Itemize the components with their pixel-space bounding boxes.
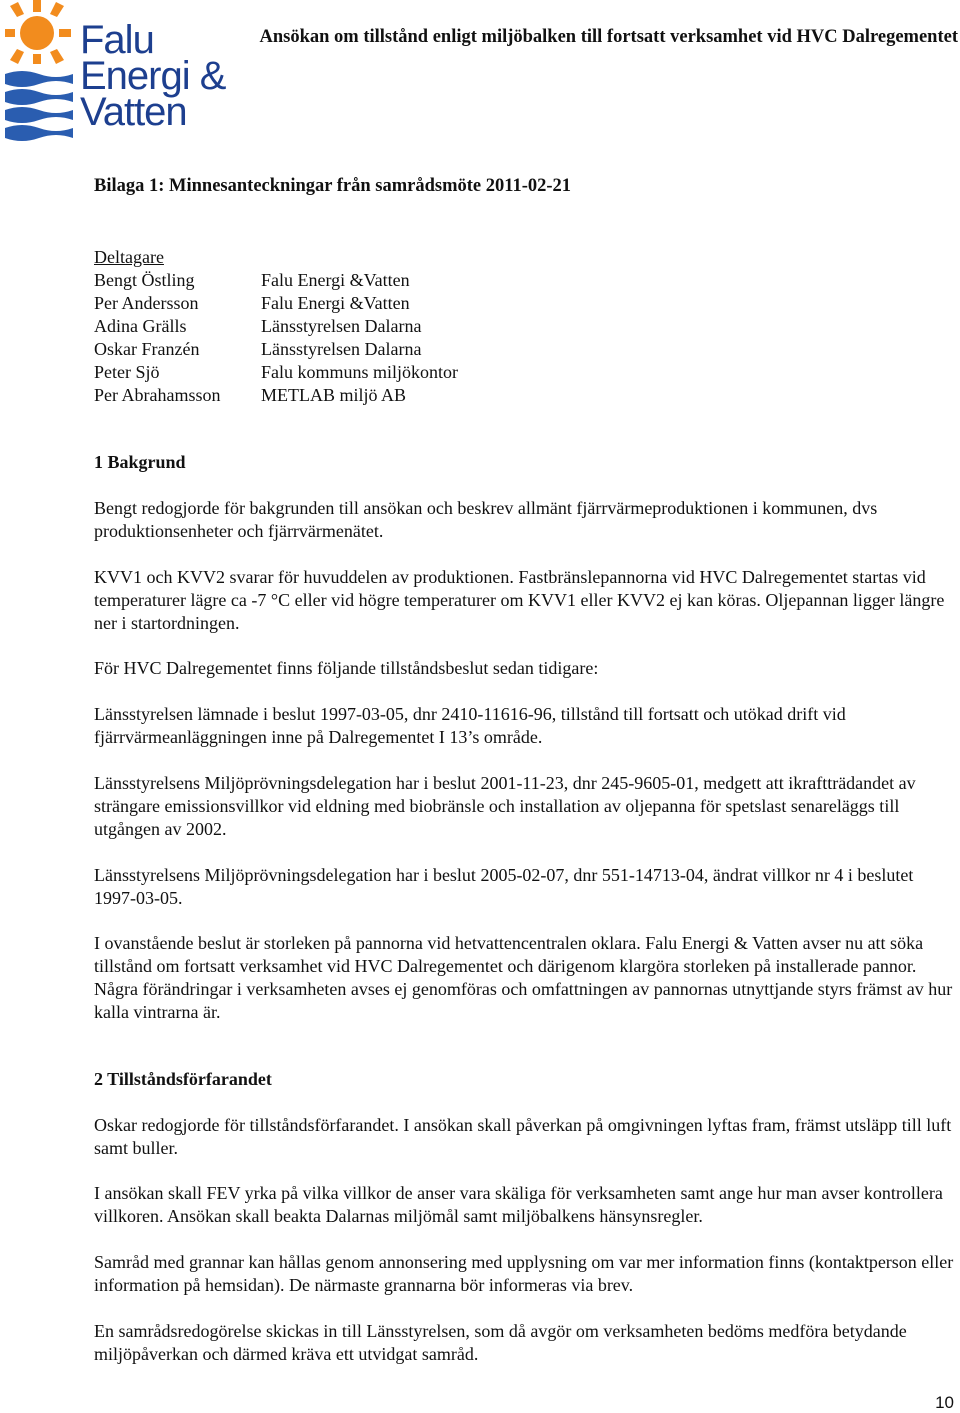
appendix-title: Bilaga 1: Minnesanteckningar från samrådsmöte 2011-02-21 [94,176,572,196]
participant-name: Bengt Östling [94,270,195,290]
participant-org: METLAB miljö AB [261,385,407,405]
participant-row [94,384,458,407]
paragraph: Länsstyrelsens Miljöprövningsdelegation har i beslut 2005-02-07, dnr 551-14713-04, ändrat villkor nr 4 i beslutet 1997-03-05. [94,865,914,908]
paragraph: I ovanstående beslut är storleken på pannorna vid hetvattencentralen oklara. Falu Energi & Vatten avser nu att söka tillstånd om fortsatt verksamhet vid HVC Dalregementet och därigenom klargöra storleken på installerade pannor. Några förändringar i verksamheten avses ej genomföras och omfattningen av pannornas utnyttjande styrs främst av hur kalla vintrarna är. [94,933,953,1022]
participant-name: Per Abrahamsson [94,385,221,405]
logo-text: Falu Energi & Vatten [80,18,226,134]
section-heading-tillstandsforfarandet: 2 Tillståndsförfarandet [94,1069,272,1089]
paragraph: En samrådsredogörelse skickas in till Länsstyrelsen, som då avgör om verksamheten bedöms medföra betydande miljöpåverkan och därmed kräva ett utvidgat samråd. [94,1321,907,1364]
logo-sun-waves-icon [2,0,82,142]
paragraph: Länsstyrelsen lämnade i beslut 1997-03-05, dnr 2410-11616-96, tillstånd till fortsatt och utökad drift vid fjärrvärmeanläggningen inne på Dalregementet I 13’s område. [94,704,846,747]
participant-name: Per Andersson [94,293,199,313]
participant-name: Peter Sjö [94,362,160,382]
participant-org: Falu kommuns miljökontor [261,362,459,382]
section-heading-bakgrund: 1 Bakgrund [94,452,186,472]
company-logo [2,0,226,142]
page-number: 10 [935,1393,954,1412]
participant-row [94,361,458,384]
paragraph: I ansökan skall FEV yrka på vilka villkor de anser vara skäliga för verksamheten samt ange hur man avser kontrollera villkoren. Ansökan skall beakta Dalarnas miljömål samt miljöbalkens hänsynsregler. [94,1183,943,1226]
paragraph: Bengt redogjorde för bakgrunden till ansökan och beskrev allmänt fjärrvärmeproduktionen i kommunen, dvs produktionsenheter och fjärrvärmenätet. [94,498,878,541]
participant-org: Länsstyrelsen Dalarna [261,316,422,336]
participants-heading: Deltagare [94,247,164,267]
document-header-title: Ansökan om tillstånd enligt miljöbalken till fortsatt verksamhet vid HVC Dalregementet [259,27,958,47]
participant-row [94,315,458,338]
paragraph: KVV1 och KVV2 svarar för huvuddelen av produktionen. Fastbränslepannorna vid HVC Dalregementet startas vid temperaturer lägre ca -7 °C eller vid högre temperaturer om KVV1 eller KVV2 ej kan köras. Oljepannan ligger längre ner i startordningen. [94,567,945,633]
participants-list [94,246,458,407]
participant-name: Oskar Franzén [94,339,200,359]
paragraph: Länsstyrelsens Miljöprövningsdelegation har i beslut 2001-11-23, dnr 245-9605-01, medgett att ikraftträdandet av strängare emissionsvillkor vid eldning med biobränsle och installation av oljepanna för spetslast senareläggs till utgången av 2002. [94,773,916,839]
participant-org: Falu Energi &Vatten [261,293,410,313]
participant-row [94,269,458,292]
participant-name: Adina Grälls [94,316,187,336]
participant-row [94,338,458,361]
participant-row [94,292,458,315]
participant-org: Falu Energi &Vatten [261,270,410,290]
paragraph: För HVC Dalregementet finns följande tillståndsbeslut sedan tidigare: [94,658,599,678]
paragraph: Oskar redogjorde för tillståndsförfarandet. I ansökan skall påverkan på omgivningen lyftas fram, främst utsläpp till luft samt buller. [94,1115,952,1158]
paragraph: Samråd med grannar kan hållas genom annonsering med upplysning om var mer information finns (kontaktperson eller information på hemsidan). De närmaste grannarna bör informeras via brev. [94,1252,954,1295]
participant-org: Länsstyrelsen Dalarna [261,339,422,359]
